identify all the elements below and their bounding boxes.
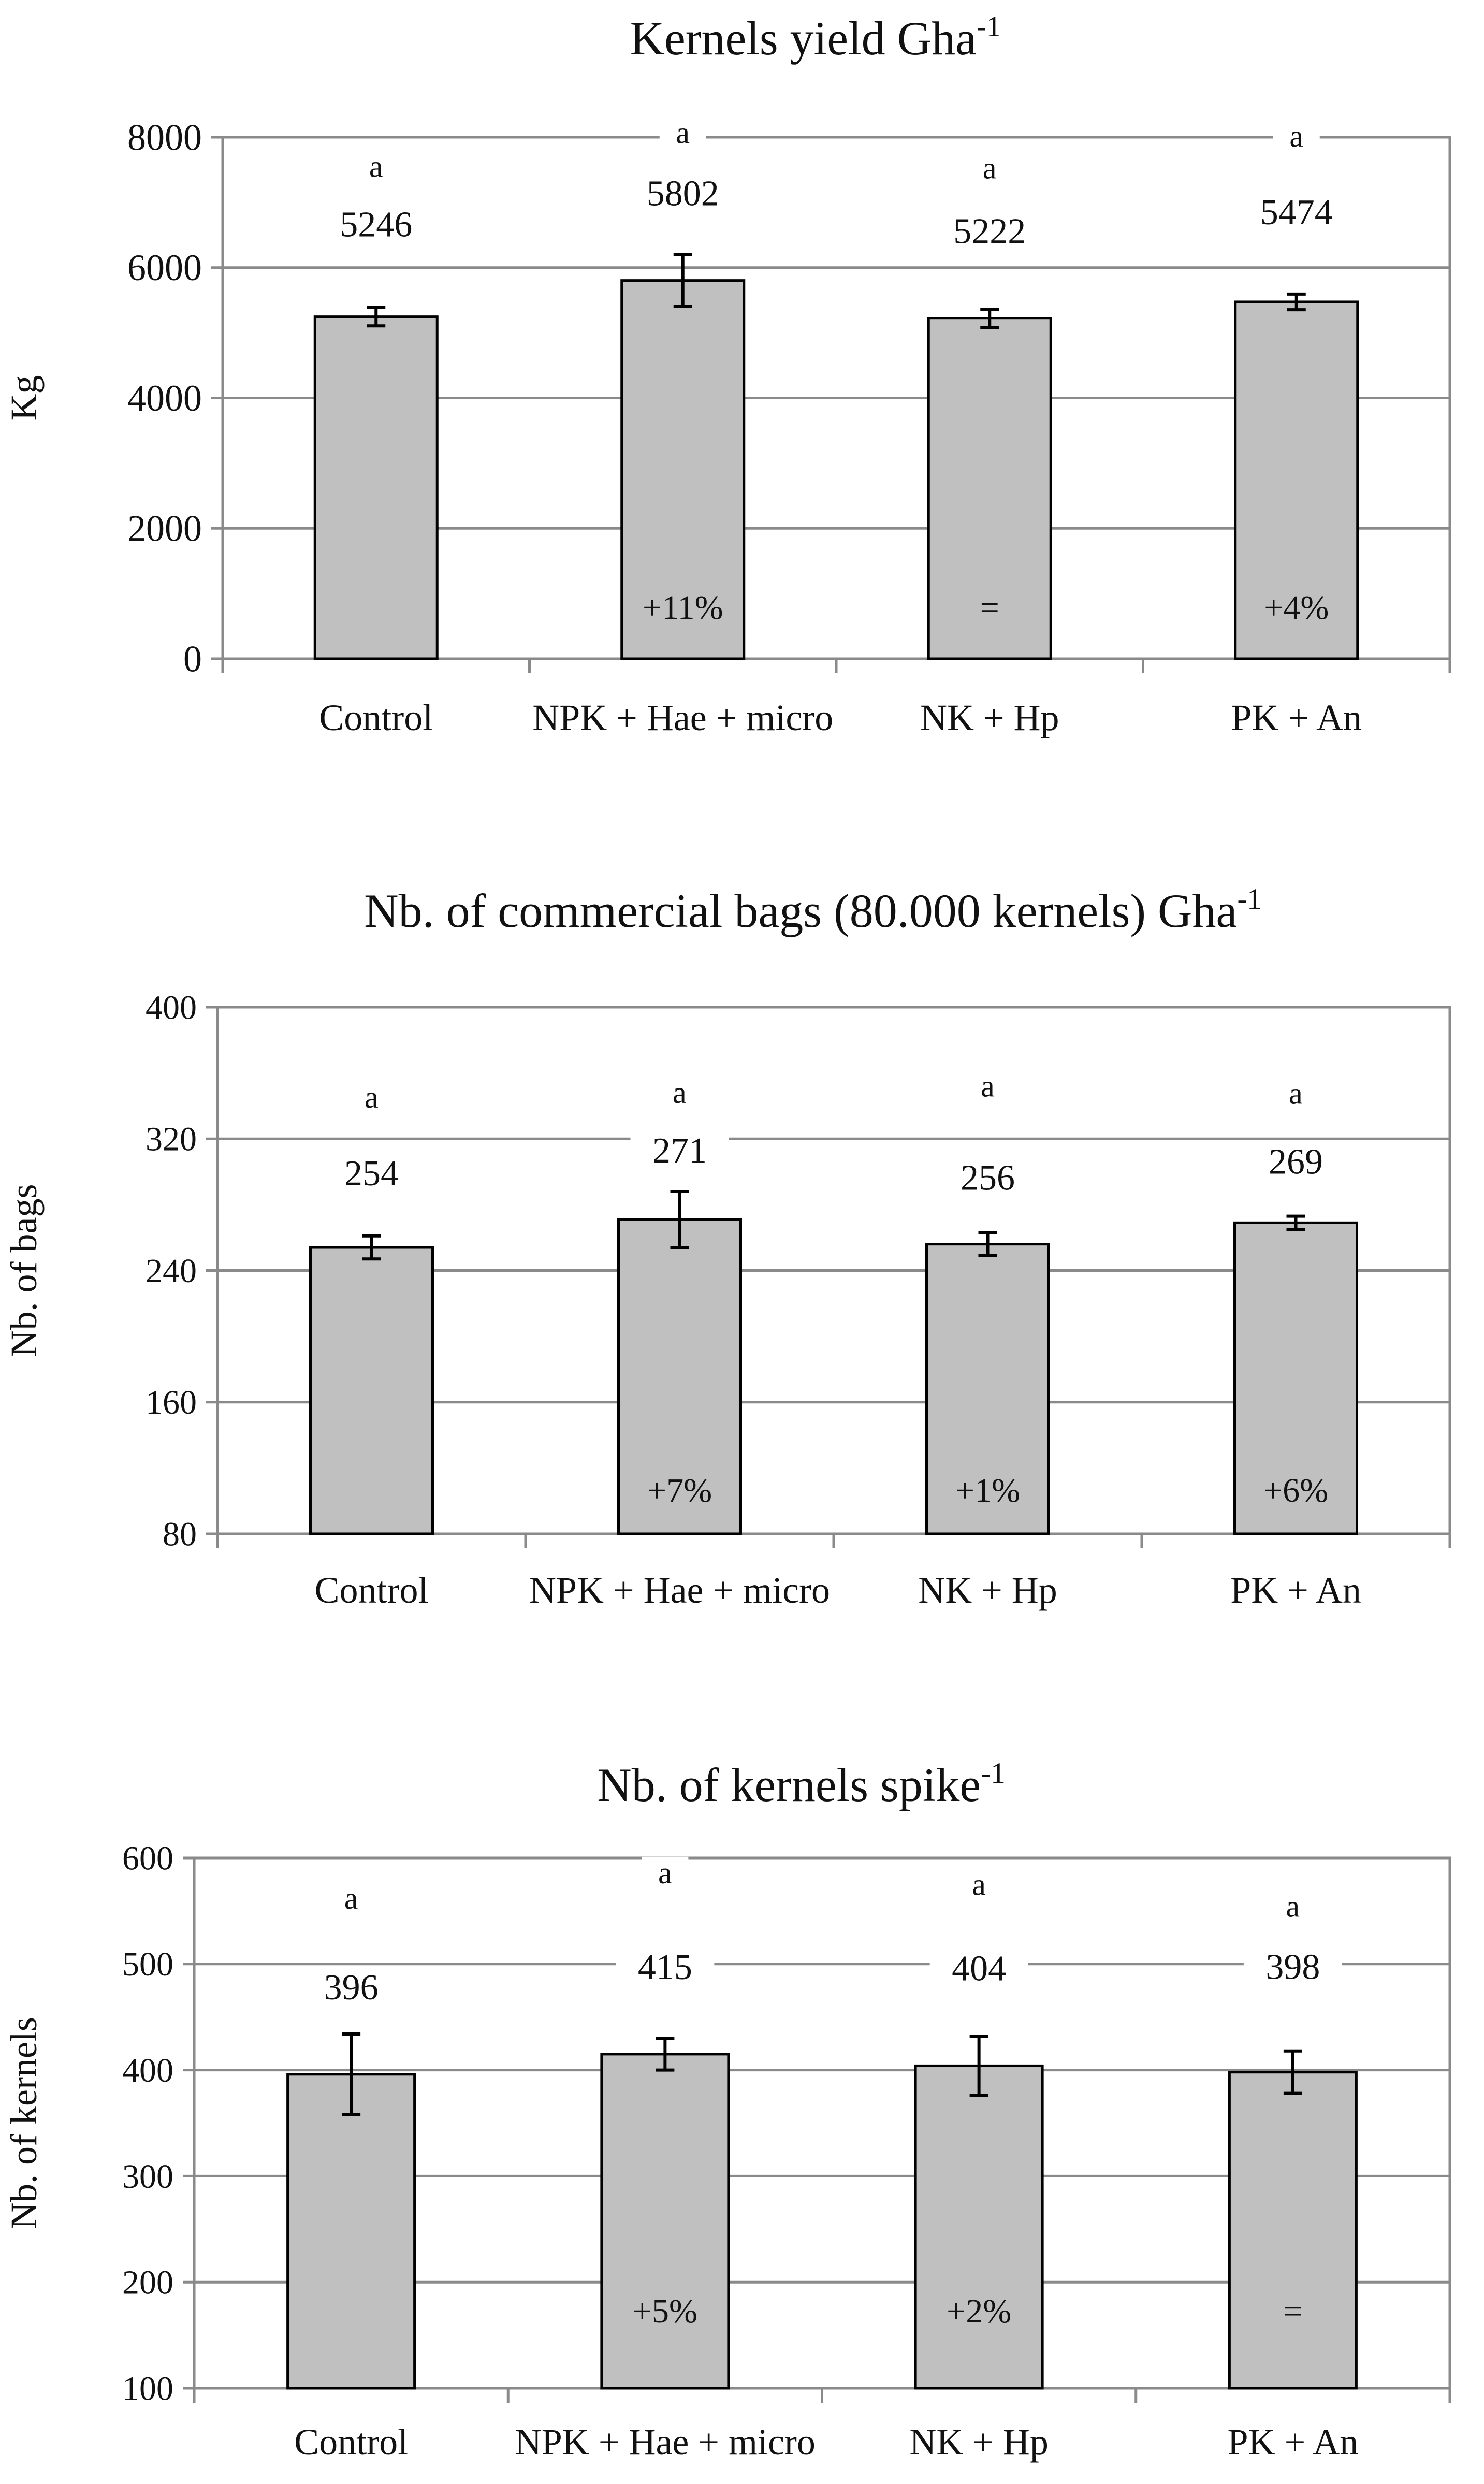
value-label: 256 <box>961 1158 1015 1198</box>
y-axis-label: Kg <box>3 375 45 421</box>
significance-letter: a <box>982 151 997 185</box>
percent-label: +1% <box>955 1472 1021 1509</box>
y-axis-label: Nb. of kernels <box>3 2017 45 2229</box>
percent-label: +4% <box>1264 589 1329 627</box>
value-label: 5802 <box>646 173 719 214</box>
significance-letter: a <box>1289 119 1304 153</box>
category-label: NK + Hp <box>909 2421 1049 2463</box>
percent-label: +7% <box>647 1472 712 1509</box>
category-label: NK + Hp <box>918 1570 1057 1611</box>
value-label: 5474 <box>1260 192 1333 233</box>
chart-title-text: Nb. of commercial bags (80.000 kernels) Gha <box>364 884 1238 937</box>
value-label: 398 <box>1265 1947 1320 1987</box>
y-tick-label: 500 <box>122 1945 173 1984</box>
value-label: 5246 <box>340 205 413 245</box>
y-tick-label: 100 <box>122 2370 173 2408</box>
chart-title-text: Nb. of kernels spike <box>597 1759 981 1811</box>
y-tick-label: 8000 <box>127 117 202 158</box>
category-label: PK + An <box>1227 2421 1359 2463</box>
y-tick-label: 160 <box>146 1384 197 1422</box>
category-label: Control <box>294 2421 409 2463</box>
y-tick-label: 4000 <box>127 377 202 419</box>
category-label: Control <box>319 697 433 738</box>
significance-letter: a <box>1289 1076 1303 1111</box>
chart-title <box>630 10 1001 65</box>
significance-letter: a <box>673 1075 687 1110</box>
significance-letter: a <box>658 1855 672 1890</box>
value-label: 396 <box>324 1967 379 2008</box>
significance-letter: a <box>1286 1889 1300 1924</box>
y-tick-label: 320 <box>146 1120 197 1158</box>
value-label: 269 <box>1269 1142 1323 1182</box>
category-label: NK + Hp <box>920 697 1059 738</box>
value-label: 404 <box>952 1949 1007 1989</box>
y-tick-label: 6000 <box>127 247 202 289</box>
significance-letter: a <box>344 1881 358 1915</box>
category-label: Control <box>314 1570 429 1611</box>
chart-title-superscript: -1 <box>1237 883 1262 916</box>
category-label: NPK + Hae + micro <box>514 2421 816 2463</box>
chart-panel-1 <box>3 10 1450 738</box>
category-label: NPK + Hae + micro <box>532 697 834 738</box>
percent-label: +11% <box>642 589 723 627</box>
category-label: PK + An <box>1231 697 1362 738</box>
chart-panel-3 <box>3 1757 1450 2463</box>
y-tick-label: 2000 <box>127 507 202 549</box>
bar <box>1229 2072 1356 2388</box>
y-tick-label: 300 <box>122 2157 173 2196</box>
bar <box>915 2066 1042 2388</box>
chart-title-superscript: -1 <box>976 10 1001 43</box>
percent-label: +5% <box>632 2292 697 2330</box>
significance-letter: a <box>676 115 690 150</box>
chart-title-superscript: -1 <box>981 1757 1006 1790</box>
percent-label: = <box>1283 2292 1303 2330</box>
bar <box>315 317 437 659</box>
y-tick-label: 400 <box>122 2052 173 2090</box>
y-tick-label: 600 <box>122 1839 173 1878</box>
y-tick-label: 0 <box>183 638 202 680</box>
significance-letter: a <box>981 1069 995 1103</box>
significance-letter: a <box>365 1080 379 1115</box>
value-label: 5222 <box>953 211 1026 252</box>
chart-panel-2 <box>3 883 1450 1611</box>
y-tick-label: 80 <box>163 1515 197 1553</box>
value-label: 254 <box>344 1154 399 1194</box>
y-tick-label: 400 <box>146 989 197 1027</box>
significance-letter: a <box>369 149 383 184</box>
value-label: 271 <box>652 1130 707 1171</box>
significance-letter: a <box>972 1867 986 1902</box>
category-label: PK + An <box>1230 1570 1361 1611</box>
value-label: 415 <box>637 1947 692 1987</box>
y-axis-label: Nb. of bags <box>3 1184 45 1357</box>
chart-title-text: Kernels yield Gha <box>630 12 977 65</box>
bar <box>602 2054 729 2388</box>
chart-title <box>597 1757 1005 1811</box>
y-tick-label: 200 <box>122 2263 173 2302</box>
y-tick-label: 240 <box>146 1252 197 1290</box>
bar <box>311 1247 433 1534</box>
chart-title <box>364 883 1262 937</box>
percent-label: +2% <box>947 2292 1012 2330</box>
category-label: NPK + Hae + micro <box>529 1570 831 1611</box>
bar <box>288 2074 415 2388</box>
percent-label: +6% <box>1263 1472 1329 1509</box>
percent-label: = <box>980 589 999 627</box>
